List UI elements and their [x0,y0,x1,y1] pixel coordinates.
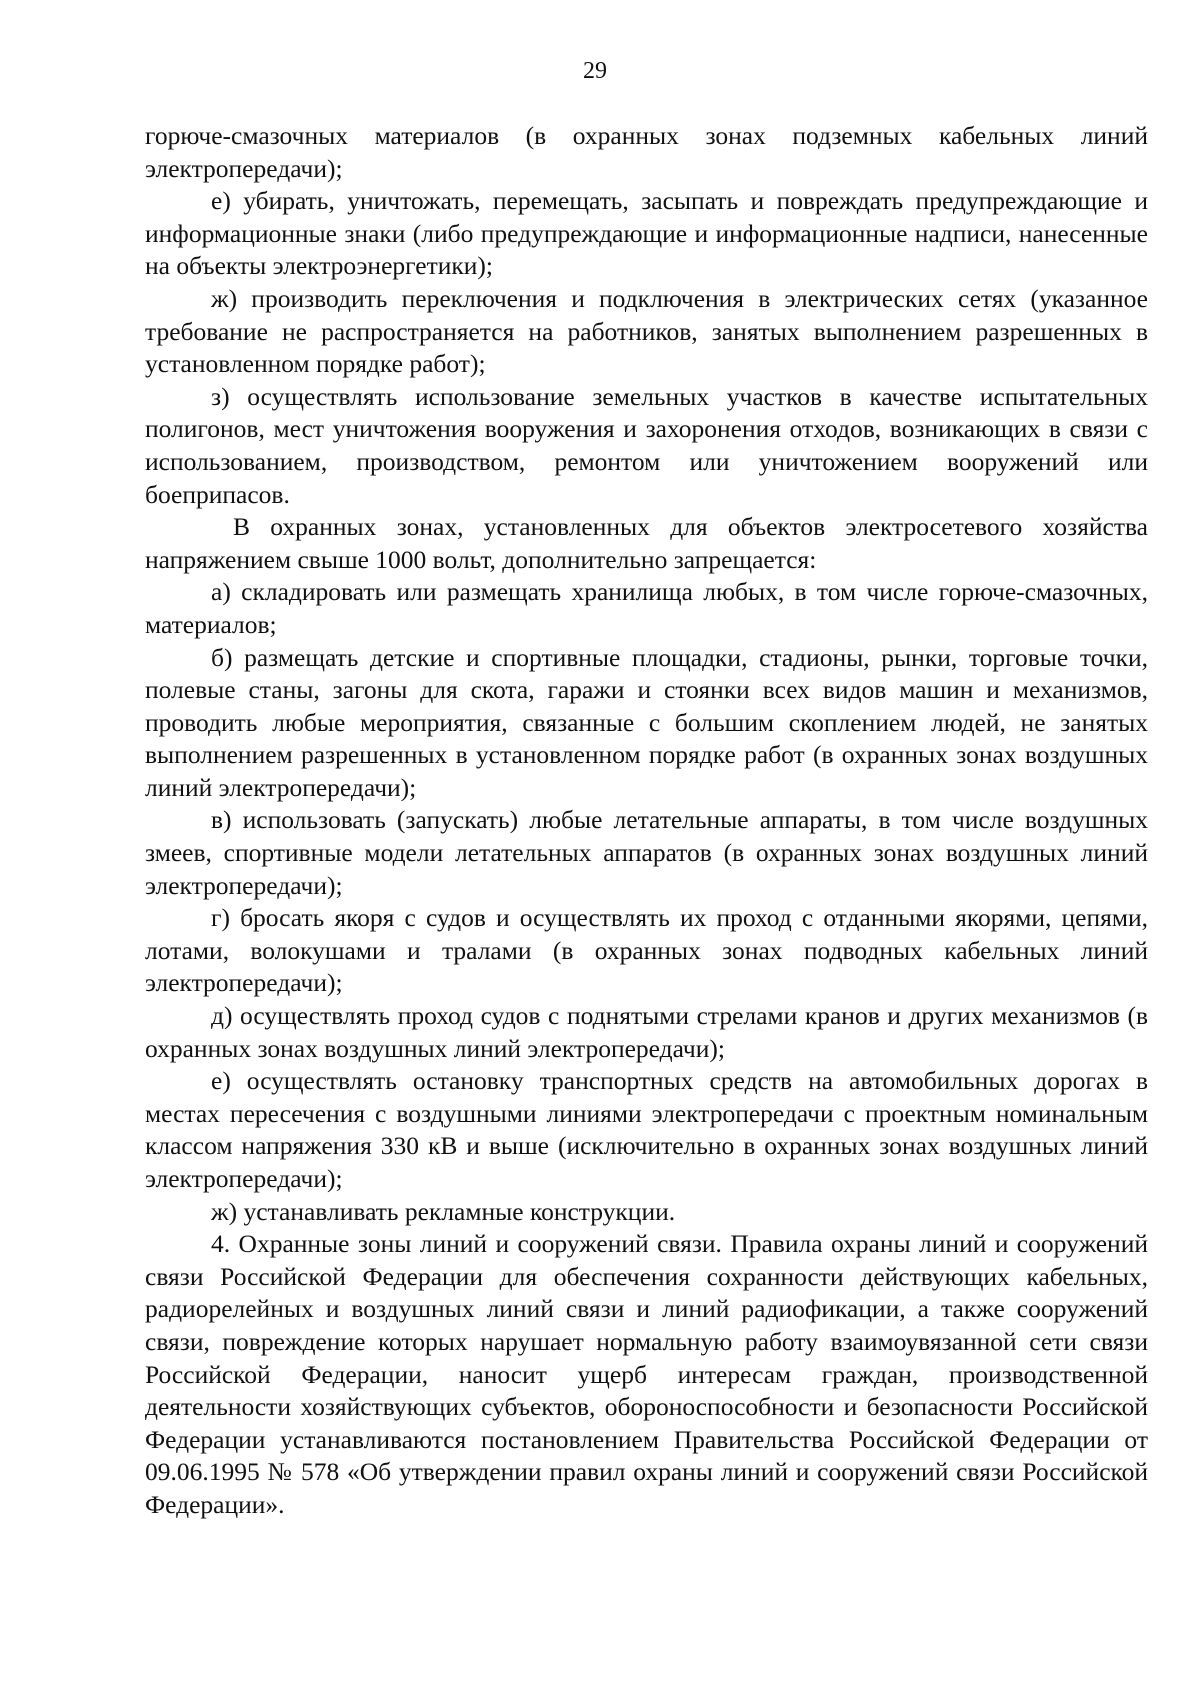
document-body [145,120,1148,1522]
page-number: 29 [583,58,607,84]
paragraph-item-b-playgrounds: б) размещать детские и спортивные площадки, стадионы, рынки, торговые точки, полевые станы, загоны для скота, гаражи и стоянки всех видов машин и механизмов, проводить любые мероприятия, связанные с большим скоплением людей, не занятых выполнением разрешенных в установленном порядке работ (в охранных зонах воздушных линий электропередачи); [145,642,1148,802]
paragraph-item-d-ships-cranes: д) осуществлять проход судов с поднятыми стрелами кранов и других механизмов (в охранных зонах воздушных линий электропередачи); [145,1001,1148,1063]
paragraph-item-zh-switching: ж) производить переключения и подключения в электрических сетях (указанное требование не распространяется на работников, занятых выполнением разрешенных в установленном порядке работ); [145,283,1148,379]
paragraph-item-e-vehicle-stop: е) осуществлять остановку транспортных средств на автомобильных дорогах в местах пересечения с воздушными линиями электропередачи с проектным номинальным классом напряжения 330 кВ и выше (исключительно в охранных зонах воздушных линий электропередачи); [145,1066,1148,1193]
paragraph-item-zh-advertising: ж) устанавливать рекламные конструкции. [211,1196,676,1226]
paragraph-section-4-communications: 4. Охранные зоны линий и сооружений связи. Правила охраны линий и сооружений связи Российской Федерации для обеспечения сохранности действующих кабельных, радиорелейных и воздушных линий связи и линий радиофикации, а также сооружений связи, повреждение которых нарушает нормальную работу взаимоувязанной сети связи Российской Федерации, наносит ущерб интересам граждан, производственной деятельности хозяйствующих субъектов, обороноспособности и безопасности Российской Федерации устанавливаются постановлением Правительства Российской Федерации от 09.06.1995 № 578 «Об утверждении правил охраны линий и сооружений связи Российской Федерации». [145,1229,1148,1519]
paragraph-item-g-anchors: г) бросать якоря с судов и осуществлять их проход с отданными якорями, цепями, лотами, волокушами и тралами (в охранных зонах подводных кабельных линий электропередачи); [145,903,1148,998]
paragraph-item-e-signs: е) убирать, уничтожать, перемещать, засыпать и повреждать предупреждающие и информационные знаки (либо предупреждающие и информационные надписи, нанесенные на объекты электроэнергетики); [145,186,1148,281]
paragraph-item-v-aircraft: в) использовать (запускать) любые летательные аппараты, в том числе воздушных змеев, спортивные модели летательных аппаратов (в охранных зонах воздушных линий электропередачи); [145,805,1148,900]
paragraph-continuation: горюче-смазочных материалов (в охранных зонах подземных кабельных линий электропередачи); [145,121,1148,183]
paragraph-item-a-storage: а) складировать или размещать хранилища любых, в том числе горюче-смазочных, материалов; [145,577,1148,639]
paragraph-over-1000v-intro: В охранных зонах, установленных для объектов электросетевого хозяйства напряжением свыше 1000 вольт, дополнительно запрещается: [145,512,1148,574]
paragraph-item-z-land-use: з) осуществлять использование земельных участков в качестве испытательных полигонов, мест уничтожения вооружения и захоронения отходов, возникающих в связи с использованием, производством, ремонтом или уничтожением вооружений или боеприпасов. [145,381,1148,509]
